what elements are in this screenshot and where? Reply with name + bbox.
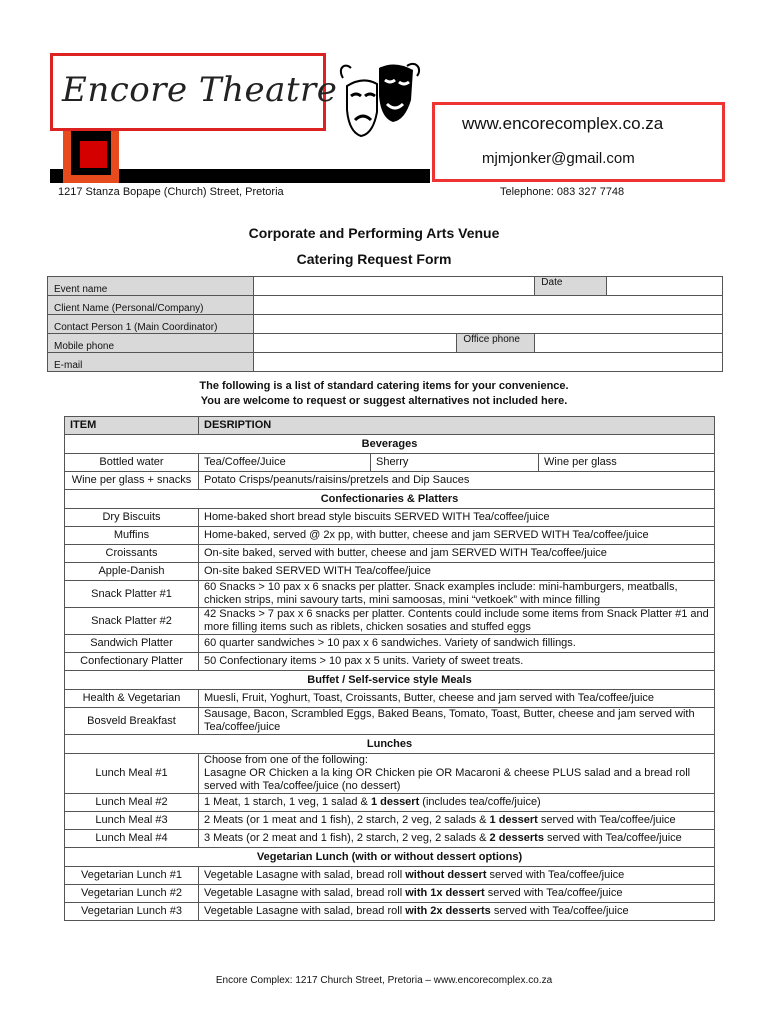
desc-text: 1 Meat, 1 starch, 1 veg, 1 salad & <box>204 796 371 808</box>
section-vegetarian: Vegetarian Lunch (with or without dessert options) <box>65 848 715 867</box>
table-row <box>65 454 715 472</box>
event-name-label: Event name <box>48 277 254 296</box>
desc-text: served with Tea/coffee/juice <box>490 905 629 917</box>
mobile-phone-field[interactable] <box>253 334 457 353</box>
theatre-masks-icon <box>333 58 425 140</box>
section-beverages: Beverages <box>65 435 715 454</box>
desc-cell: Potato Crisps/peanuts/raisins/pretzels and Dip Sauces <box>199 472 715 490</box>
meal1-intro: Choose from one of the following: <box>204 754 368 766</box>
desc-bold: 1 dessert <box>370 796 420 808</box>
desc-bold: without dessert <box>405 869 487 881</box>
table-row <box>65 690 715 708</box>
form-title: Catering Request Form <box>296 251 452 267</box>
address: 1217 Stanza Bopape (Church) Street, Pretoria <box>58 186 284 198</box>
col-item-header: ITEM <box>65 417 199 435</box>
col-description-header: DESRIPTION <box>199 417 715 435</box>
table-row <box>65 545 715 563</box>
date-label: Date <box>535 277 607 296</box>
footer: Encore Complex: 1217 Church Street, Pretoria – www.encorecomplex.co.za <box>215 975 553 986</box>
table-row <box>65 794 715 812</box>
venue-title: Corporate and Performing Arts Venue <box>248 225 500 241</box>
desc-cell: Wine per glass <box>539 454 715 472</box>
email-link[interactable]: mjmjonker@gmail.com <box>482 150 635 167</box>
desc-cell: Home-baked short bread style biscuits SERVED WITH Tea/coffee/juice <box>199 509 715 527</box>
item-cell: Bosveld Breakfast <box>65 708 199 735</box>
item-cell: Dry Biscuits <box>65 509 199 527</box>
table-row <box>65 509 715 527</box>
table-row <box>65 885 715 903</box>
desc-cell <box>199 830 715 848</box>
item-cell: Lunch Meal #2 <box>65 794 199 812</box>
email-label: E-mail <box>48 353 254 372</box>
desc-cell: Sausage, Bacon, Scrambled Eggs, Baked Beans, Tomato, Toast, Butter, cheese and jam served with Tea/coffee/juice <box>199 708 715 735</box>
table-row <box>65 812 715 830</box>
table-row <box>65 635 715 653</box>
desc-cell: Sherry <box>371 454 539 472</box>
desc-bold: 1 dessert <box>489 814 538 826</box>
table-row <box>65 581 715 608</box>
desc-cell: 50 Confectionary items > 10 pax x 5 units. Variety of sweet treats. <box>199 653 715 671</box>
item-cell: Muffins <box>65 527 199 545</box>
section-confectionaries: Confectionaries & Platters <box>65 490 715 509</box>
desc-cell: On-site baked, served with butter, cheese and jam SERVED WITH Tea/coffee/juice <box>199 545 715 563</box>
desc-text: served with Tea/coffee/juice <box>543 832 682 844</box>
mobile-phone-label: Mobile phone <box>48 334 254 353</box>
desc-cell: On-site baked SERVED WITH Tea/coffee/juice <box>199 563 715 581</box>
email-field[interactable] <box>253 353 722 372</box>
item-cell: Vegetarian Lunch #2 <box>65 885 199 903</box>
table-row <box>65 608 715 635</box>
item-cell: Lunch Meal #4 <box>65 830 199 848</box>
intro-line-2: You are welcome to request or suggest alternatives not included here. <box>200 395 568 407</box>
client-name-label: Client Name (Personal/Company) <box>48 296 254 315</box>
desc-cell <box>199 754 715 794</box>
desc-cell: 60 Snacks > 10 pax x 6 snacks per platter. Snack examples include: mini-hamburgers, meatballs, chicken strips, mini savoury tarts, mini samoosas, mini “vetkoek” with mince filling <box>199 581 715 608</box>
desc-cell: 60 quarter sandwiches > 10 pax x 6 sandwiches. Variety of sandwich fillings. <box>199 635 715 653</box>
intro-line-1: The following is a list of standard catering items for your convenience. <box>199 380 569 392</box>
desc-text: served with Tea/coffee/juice <box>484 887 623 899</box>
item-cell: Health & Vegetarian <box>65 690 199 708</box>
office-phone-label: Office phone <box>457 334 535 353</box>
item-cell: Vegetarian Lunch #1 <box>65 867 199 885</box>
meal1-options: Lasagne OR Chicken a la king OR Chicken pie OR Macaroni & cheese PLUS salad and a bread roll served with Tea/coffee/juice (no dessert) <box>204 767 691 792</box>
desc-text: served with Tea/coffee/juice <box>537 814 676 826</box>
table-row <box>65 708 715 735</box>
item-cell: Snack Platter #1 <box>65 581 199 608</box>
contact-person-field[interactable] <box>253 315 722 334</box>
item-cell: Bottled water <box>65 454 199 472</box>
table-row <box>65 830 715 848</box>
table-row <box>65 903 715 921</box>
item-cell: Apple-Danish <box>65 563 199 581</box>
desc-cell: 42 Snacks > 7 pax x 6 snacks per platter. Contents could include some items from Snack Platter #1 and more filling items such as riblets, chicken sosaties and stuffed eggs <box>199 608 715 635</box>
desc-cell <box>199 885 715 903</box>
item-cell: Sandwich Platter <box>65 635 199 653</box>
item-cell: Croissants <box>65 545 199 563</box>
table-row <box>65 754 715 794</box>
client-name-field[interactable] <box>253 296 722 315</box>
item-cell: Wine per glass + snacks <box>65 472 199 490</box>
logo-text: Encore Theatre <box>62 70 338 110</box>
event-name-field[interactable] <box>253 277 535 296</box>
item-cell: Lunch Meal #1 <box>65 754 199 794</box>
desc-cell: Muesli, Fruit, Yoghurt, Toast, Croissants, Butter, cheese and jam served with Tea/coffee/juice <box>199 690 715 708</box>
desc-text: Vegetable Lasagne with salad, bread roll <box>204 905 406 917</box>
desc-bold: with 1x dessert <box>405 887 485 899</box>
desc-text: 2 Meats (or 1 meat and 1 fish), 2 starch, 2 veg, 2 salads & <box>204 814 490 826</box>
desc-cell <box>199 867 715 885</box>
telephone: Telephone: 083 327 7748 <box>500 186 625 198</box>
item-cell: Confectionary Platter <box>65 653 199 671</box>
date-field[interactable] <box>607 277 723 296</box>
desc-text: served with Tea/coffee/juice <box>486 869 625 881</box>
contact-person-label: Contact Person 1 (Main Coordinator) <box>48 315 254 334</box>
table-row <box>65 472 715 490</box>
desc-cell <box>199 812 715 830</box>
section-lunches: Lunches <box>65 735 715 754</box>
desc-cell: Home-baked, served @ 2x pp, with butter, cheese and jam SERVED WITH Tea/coffee/juice <box>199 527 715 545</box>
table-row <box>65 563 715 581</box>
item-cell: Vegetarian Lunch #3 <box>65 903 199 921</box>
logo-red-square <box>80 141 107 168</box>
website-link[interactable]: www.encorecomplex.co.za <box>462 114 664 133</box>
office-phone-field[interactable] <box>535 334 723 353</box>
desc-cell: Tea/Coffee/Juice <box>199 454 371 472</box>
client-info-table <box>47 276 723 372</box>
table-row <box>65 653 715 671</box>
desc-bold: with 2x desserts <box>405 905 491 917</box>
item-cell: Snack Platter #2 <box>65 608 199 635</box>
desc-text: Vegetable Lasagne with salad, bread roll <box>204 869 406 881</box>
desc-bold: 2 desserts <box>489 832 544 844</box>
item-cell: Lunch Meal #3 <box>65 812 199 830</box>
desc-cell <box>199 794 715 812</box>
catering-items-table <box>64 416 715 921</box>
desc-text: Vegetable Lasagne with salad, bread roll <box>204 887 406 899</box>
section-buffet: Buffet / Self-service style Meals <box>65 671 715 690</box>
desc-cell <box>199 903 715 921</box>
table-row <box>65 867 715 885</box>
table-row <box>65 527 715 545</box>
desc-text: (includes tea/coffe/juice) <box>419 796 541 808</box>
desc-text: 3 Meats (or 2 meat and 1 fish), 2 starch, 2 veg, 2 salads & <box>204 832 490 844</box>
